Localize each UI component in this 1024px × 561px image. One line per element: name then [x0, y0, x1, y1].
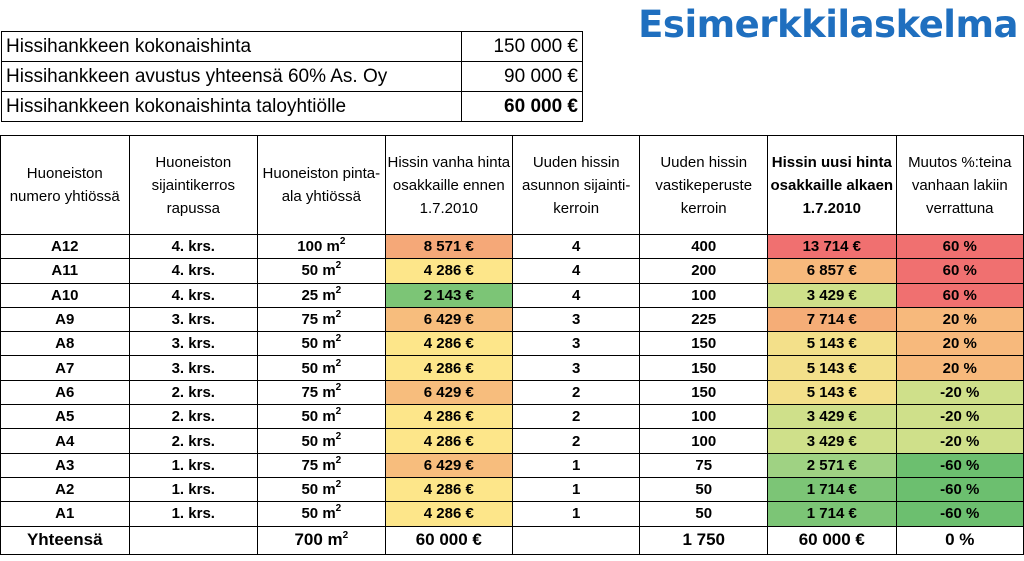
cell-old-price: 4 286 € [385, 356, 512, 380]
cell-apartment: A4 [1, 429, 130, 453]
table-row [1, 307, 1024, 331]
cell-apartment: A7 [1, 356, 130, 380]
cell-floor: 3. krs. [129, 356, 258, 380]
cell-basis-factor: 100 [640, 429, 768, 453]
cell-apartment: A6 [1, 380, 130, 404]
cell-change: -60 % [896, 502, 1023, 526]
cell-basis-factor: 50 [640, 502, 768, 526]
cell-basis-factor: 100 [640, 283, 768, 307]
cell-area: 100 $m^2$ [258, 235, 386, 259]
table-row [1, 477, 1024, 501]
cell-floor: 3. krs. [129, 307, 258, 331]
cell-apartment: A10 [1, 283, 130, 307]
cell-new-price: 5 143 € [768, 356, 896, 380]
cell-area: 75 $m^2$ [258, 453, 386, 477]
total-empty-location [513, 526, 640, 554]
col-header-floor: Huoneiston sijaintikerros rapussa [129, 136, 258, 235]
cell-basis-factor: 150 [640, 380, 768, 404]
cell-area: 50 $m^2$ [258, 477, 386, 501]
cell-area: 75 $m^2$ [258, 380, 386, 404]
cell-area: 50 $m^2$ [258, 429, 386, 453]
table-row [1, 235, 1024, 259]
cell-location-factor: 1 [513, 502, 640, 526]
col-header-location-factor: Uuden hissin asunnon sijainti-kerroin [513, 136, 640, 235]
total-change: 0 % [896, 526, 1023, 554]
cell-new-price: 3 429 € [768, 405, 896, 429]
total-new-price: 60 000 € [768, 526, 896, 554]
col-header-new-price: Hissin uusi hinta osakkaille alkaen 1.7.2010 [768, 136, 896, 235]
table-row [1, 332, 1024, 356]
cell-change: -60 % [896, 453, 1023, 477]
cell-floor: 1. krs. [129, 502, 258, 526]
col-header-apartment: Huoneiston numero yhtiössä [1, 136, 130, 235]
cell-old-price: 6 429 € [385, 307, 512, 331]
col-header-area: Huoneiston pinta-ala yhtiössä [258, 136, 386, 235]
table-row [1, 405, 1024, 429]
col-header-change: Muutos %:teina vanhaan lakiin verrattuna [896, 136, 1023, 235]
table-row [1, 453, 1024, 477]
summary-table [1, 31, 583, 122]
cell-apartment: A1 [1, 502, 130, 526]
cell-change: 20 % [896, 356, 1023, 380]
table-row [1, 429, 1024, 453]
calculation-table [0, 135, 1024, 555]
cell-floor: 3. krs. [129, 332, 258, 356]
cell-old-price: 4 286 € [385, 405, 512, 429]
cell-location-factor: 3 [513, 356, 640, 380]
cell-location-factor: 4 [513, 235, 640, 259]
total-empty-floor [129, 526, 258, 554]
cell-floor: 2. krs. [129, 380, 258, 404]
cell-basis-factor: 150 [640, 356, 768, 380]
header-row [1, 136, 1024, 235]
cell-old-price: 4 286 € [385, 477, 512, 501]
cell-location-factor: 2 [513, 429, 640, 453]
cell-area: 50 $m^2$ [258, 502, 386, 526]
cell-old-price: 4 286 € [385, 259, 512, 283]
summary-amount: 90 000 € [462, 62, 583, 92]
cell-location-factor: 3 [513, 307, 640, 331]
cell-change: 20 % [896, 307, 1023, 331]
cell-change: -60 % [896, 477, 1023, 501]
cell-old-price: 4 286 € [385, 332, 512, 356]
cell-area: 50 $m^2$ [258, 332, 386, 356]
cell-floor: 4. krs. [129, 235, 258, 259]
cell-area: 50 $m^2$ [258, 356, 386, 380]
total-area: 700 $m^2$ [258, 526, 386, 554]
page-title: Esimerkkilaskelma [638, 3, 1018, 46]
cell-apartment: A11 [1, 259, 130, 283]
cell-change: 60 % [896, 259, 1023, 283]
cell-basis-factor: 400 [640, 235, 768, 259]
cell-new-price: 13 714 € [768, 235, 896, 259]
total-old-price: 60 000 € [385, 526, 512, 554]
cell-apartment: A5 [1, 405, 130, 429]
summary-label: Hissihankkeen avustus yhteensä 60% As. Oy [2, 62, 462, 92]
cell-new-price: 1 714 € [768, 477, 896, 501]
cell-floor: 2. krs. [129, 429, 258, 453]
cell-apartment: A9 [1, 307, 130, 331]
cell-old-price: 2 143 € [385, 283, 512, 307]
cell-basis-factor: 225 [640, 307, 768, 331]
cell-old-price: 8 571 € [385, 235, 512, 259]
cell-apartment: A12 [1, 235, 130, 259]
cell-old-price: 6 429 € [385, 380, 512, 404]
cell-location-factor: 3 [513, 332, 640, 356]
cell-area: 50 $m^2$ [258, 259, 386, 283]
cell-old-price: 4 286 € [385, 429, 512, 453]
col-header-basis-factor: Uuden hissin vastikeperuste kerroin [640, 136, 768, 235]
total-label: Yhteensä [1, 526, 130, 554]
cell-area: 25 $m^2$ [258, 283, 386, 307]
cell-basis-factor: 75 [640, 453, 768, 477]
table-row [1, 259, 1024, 283]
cell-new-price: 5 143 € [768, 380, 896, 404]
cell-floor: 4. krs. [129, 259, 258, 283]
cell-location-factor: 4 [513, 283, 640, 307]
table-row [1, 502, 1024, 526]
cell-new-price: 7 714 € [768, 307, 896, 331]
cell-new-price: 2 571 € [768, 453, 896, 477]
cell-basis-factor: 200 [640, 259, 768, 283]
cell-floor: 4. krs. [129, 283, 258, 307]
table-row [1, 356, 1024, 380]
cell-old-price: 4 286 € [385, 502, 512, 526]
cell-apartment: A2 [1, 477, 130, 501]
cell-location-factor: 4 [513, 259, 640, 283]
cell-new-price: 5 143 € [768, 332, 896, 356]
cell-location-factor: 1 [513, 477, 640, 501]
cell-change: 20 % [896, 332, 1023, 356]
summary-label: Hissihankkeen kokonaishinta taloyhtiölle [2, 92, 462, 122]
cell-floor: 1. krs. [129, 477, 258, 501]
summary-amount: 60 000 € [462, 92, 583, 122]
cell-change: -20 % [896, 380, 1023, 404]
cell-floor: 2. krs. [129, 405, 258, 429]
cell-apartment: A8 [1, 332, 130, 356]
table-row [1, 283, 1024, 307]
cell-new-price: 6 857 € [768, 259, 896, 283]
summary-row [2, 92, 583, 122]
total-row [1, 526, 1024, 554]
col-header-old-price: Hissin vanha hinta osakkaille ennen 1.7.2010 [385, 136, 512, 235]
cell-floor: 1. krs. [129, 453, 258, 477]
cell-location-factor: 2 [513, 405, 640, 429]
cell-change: 60 % [896, 235, 1023, 259]
cell-basis-factor: 50 [640, 477, 768, 501]
cell-change: -20 % [896, 429, 1023, 453]
cell-area: 75 $m^2$ [258, 307, 386, 331]
cell-new-price: 3 429 € [768, 429, 896, 453]
cell-new-price: 1 714 € [768, 502, 896, 526]
cell-change: 60 % [896, 283, 1023, 307]
total-basis: 1 750 [640, 526, 768, 554]
summary-amount: 150 000 € [462, 32, 583, 62]
cell-area: 50 $m^2$ [258, 405, 386, 429]
cell-old-price: 6 429 € [385, 453, 512, 477]
summary-row [2, 62, 583, 92]
cell-basis-factor: 100 [640, 405, 768, 429]
cell-basis-factor: 150 [640, 332, 768, 356]
summary-row [2, 32, 583, 62]
cell-apartment: A3 [1, 453, 130, 477]
cell-new-price: 3 429 € [768, 283, 896, 307]
cell-location-factor: 2 [513, 380, 640, 404]
summary-label: Hissihankkeen kokonaishinta [2, 32, 462, 62]
table-row [1, 380, 1024, 404]
cell-change: -20 % [896, 405, 1023, 429]
cell-location-factor: 1 [513, 453, 640, 477]
